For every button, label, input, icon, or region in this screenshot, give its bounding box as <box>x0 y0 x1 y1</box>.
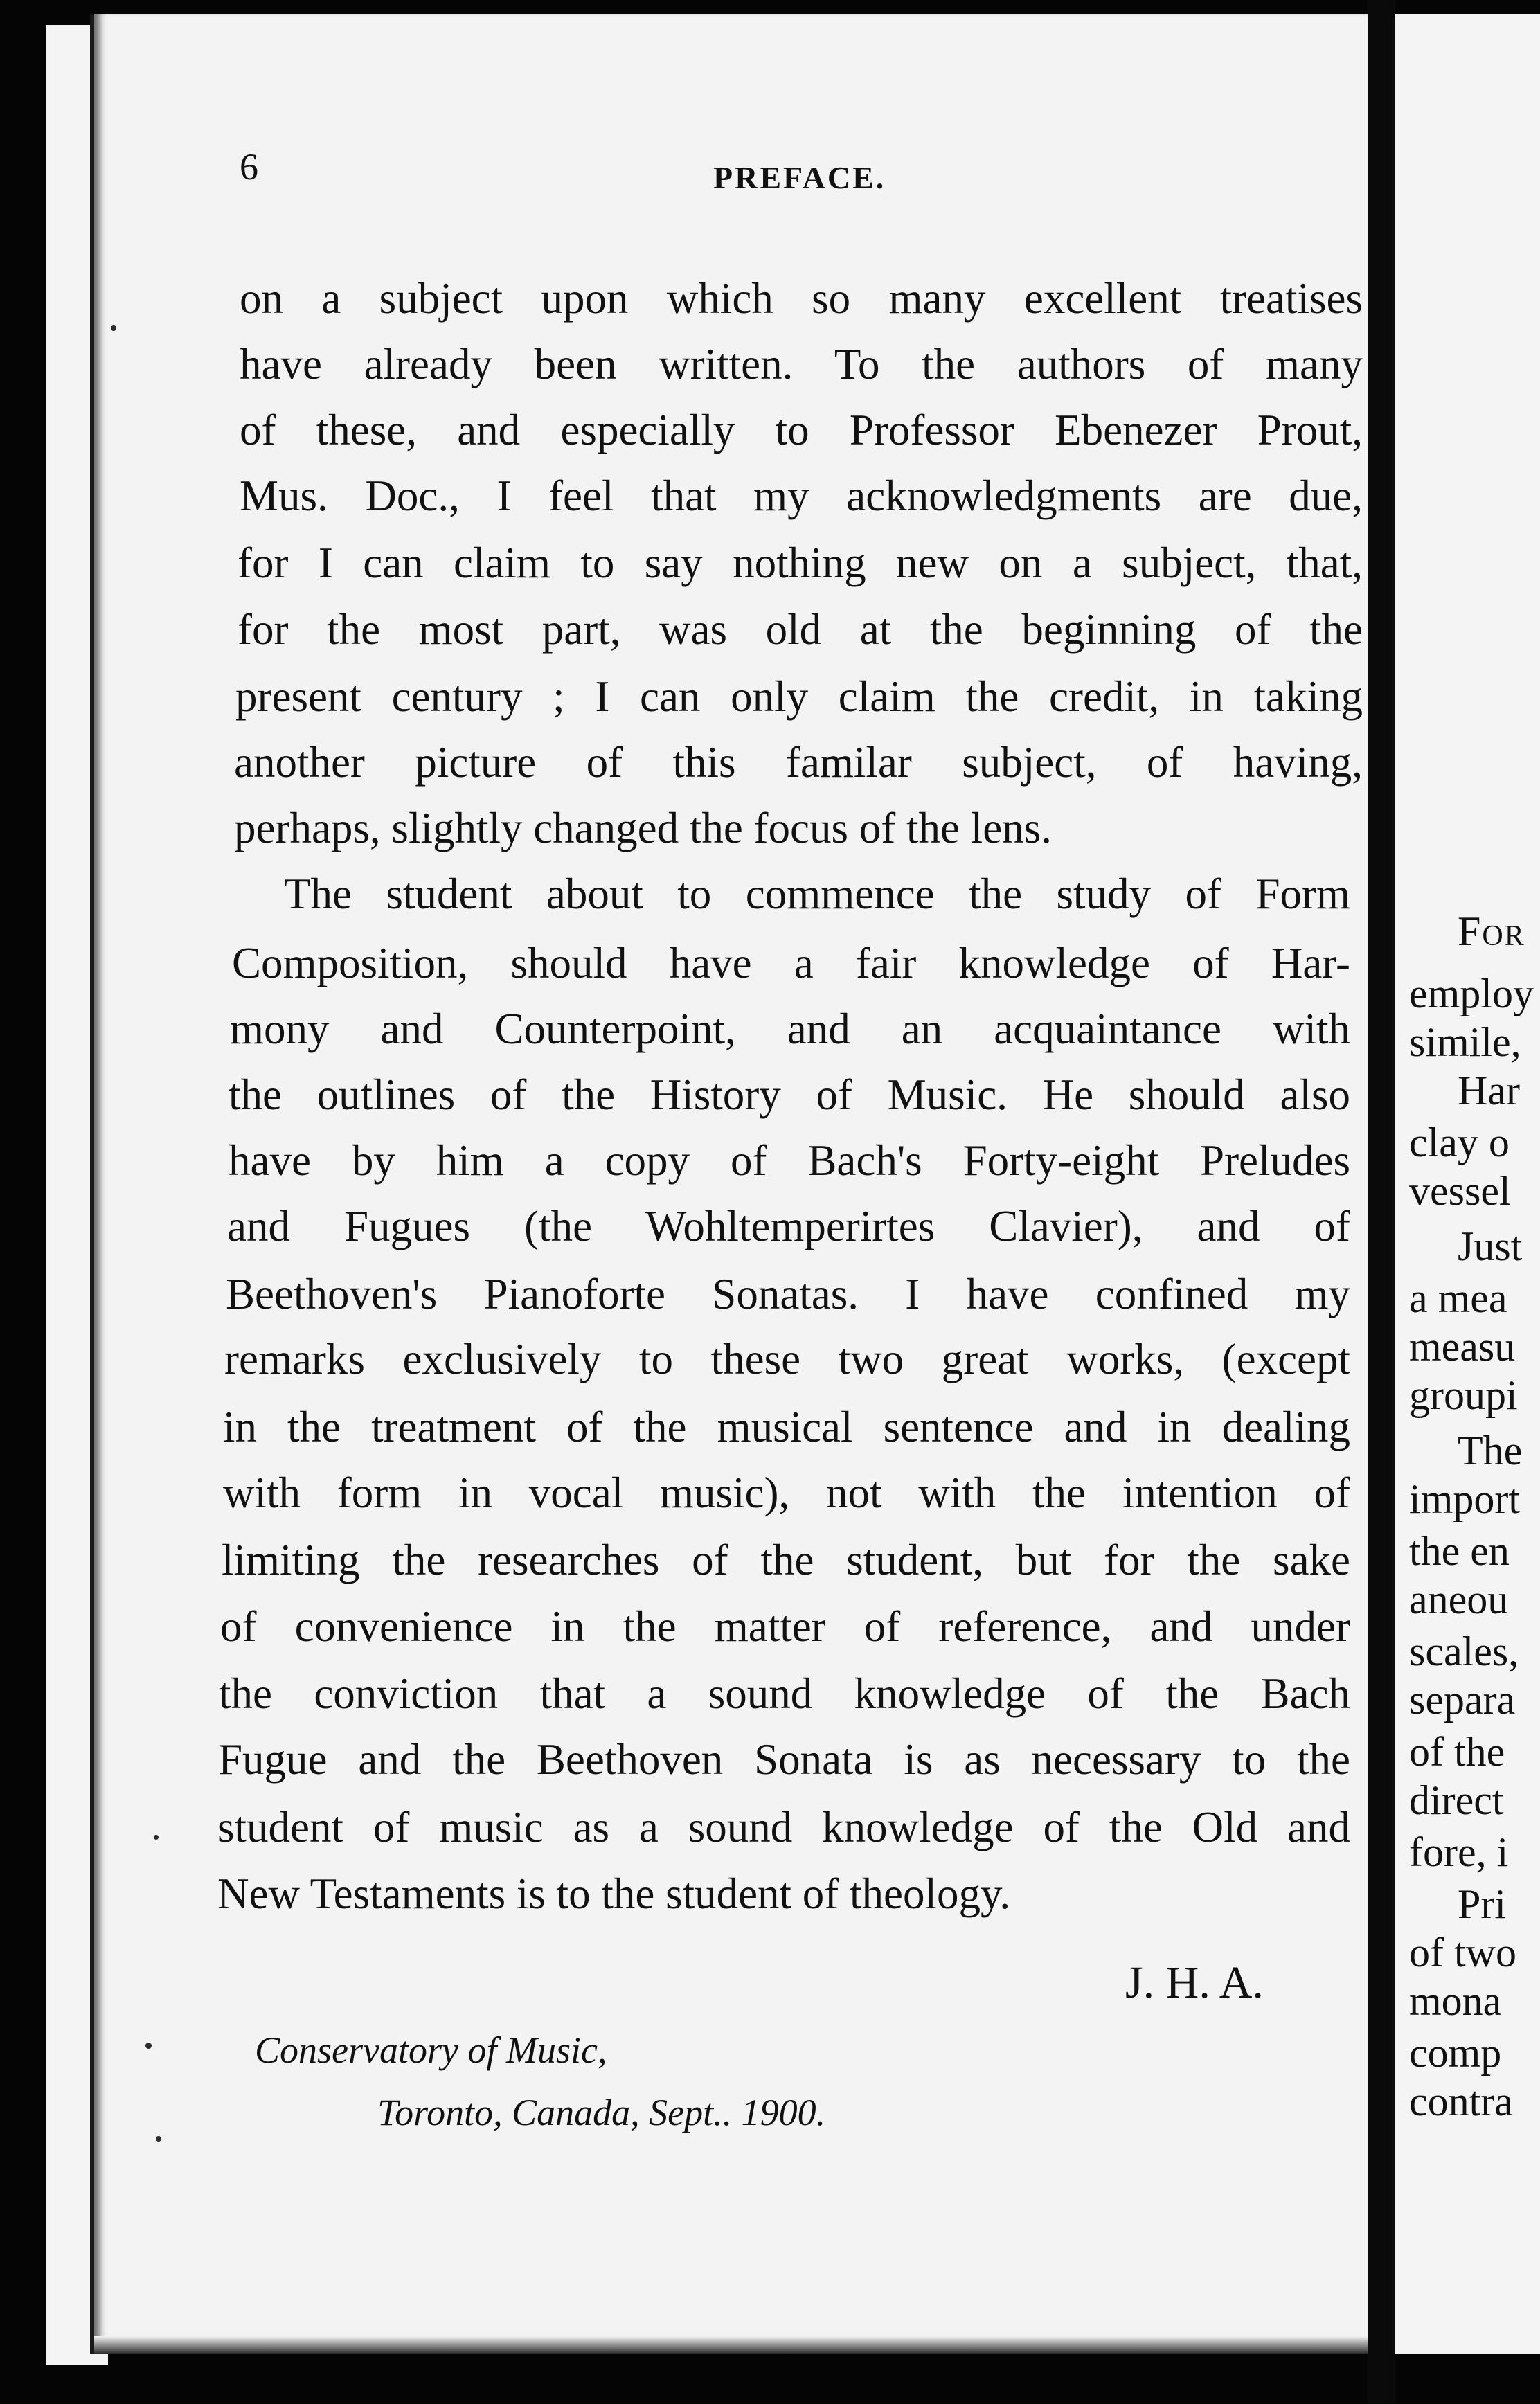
facing-page-line: measu <box>1409 1324 1516 1370</box>
facing-page-line: separa <box>1409 1677 1516 1723</box>
text-line: mony and Counterpoint, and an acquaintance with <box>230 1005 1350 1053</box>
book-gutter <box>1368 0 1395 2404</box>
text-line: student of music as a sound knowledge of the Old and <box>217 1803 1350 1851</box>
facing-page-line: a mea <box>1409 1275 1507 1321</box>
dateline-date: Toronto, Canada, Sept.. 1900. <box>377 2092 826 2133</box>
facing-page-line: employ <box>1409 971 1534 1016</box>
running-title: PREFACE. <box>713 160 886 195</box>
paper-speck <box>111 325 116 331</box>
facing-page-line: aneou <box>1409 1577 1509 1622</box>
text-line: Fugue and the Beethoven Sonata is as necessary to the <box>218 1735 1350 1784</box>
facing-page-line: the en <box>1409 1528 1510 1574</box>
text-line: for the most part, was old at the beginning of the <box>238 605 1363 654</box>
text-line: Beethoven's Pianoforte Sonatas. I have confined my <box>226 1270 1350 1318</box>
signature: J. H. A. <box>1125 1957 1264 2008</box>
text-line: the conviction that a sound knowledge of the Bach <box>219 1669 1350 1718</box>
dateline-place: Conservatory of Music, <box>255 2029 607 2071</box>
facing-page-line: Har <box>1458 1068 1520 1113</box>
text-line: for I can claim to say nothing new on a subject, that, <box>238 539 1363 587</box>
facing-page-line: simile, <box>1409 1019 1521 1065</box>
facing-page-line: Pri <box>1458 1881 1507 1927</box>
page-number: 6 <box>240 146 258 188</box>
text-line: Mus. Doc., I feel that my acknowledgments are due, <box>240 472 1363 520</box>
facing-page-line: scales, <box>1409 1629 1519 1674</box>
text-line: with form in vocal music), not with the intention of <box>223 1469 1350 1517</box>
text-line: remarks exclusively to these two great works, (except <box>224 1335 1350 1383</box>
text-line: another picture of this familar subject, of having, <box>234 738 1363 787</box>
facing-page <box>1395 14 1540 2354</box>
text-line: The student about to commence the study of Form <box>284 870 1350 918</box>
facing-page-line: clay o <box>1409 1120 1510 1165</box>
text-line: in the treatment of the musical sentence and in dealing <box>223 1403 1350 1451</box>
facing-page-line: of two <box>1409 1930 1516 1975</box>
text-line: and Fugues (the Wohltemperirtes Clavier), and of <box>227 1202 1350 1250</box>
facing-page-line: comp <box>1409 2030 1502 2076</box>
facing-page-line: of the <box>1409 1729 1505 1775</box>
paper-speck <box>154 1835 159 1840</box>
text-line: on a subject upon which so many excellent treatises <box>240 274 1363 323</box>
text-line: perhaps, slightly changed the focus of the lens. <box>234 804 1052 852</box>
facing-page-line: For <box>1458 908 1525 954</box>
facing-page-line: fore, i <box>1409 1829 1509 1875</box>
text-line: the outlines of the History of Music. He should also <box>229 1070 1350 1119</box>
text-line: Composition, should have a fair knowledge of Har- <box>232 939 1350 987</box>
facing-page-line: Just <box>1458 1223 1523 1269</box>
text-line: limiting the researches of the student, but for the sake <box>222 1536 1350 1584</box>
facing-page-line: The <box>1458 1428 1523 1473</box>
text-line: have by him a copy of Bach's Forty-eight Preludes <box>229 1136 1350 1185</box>
text-line: of these, and especially to Professor Ebenezer Prout, <box>240 406 1363 454</box>
facing-page-line: mona <box>1409 1978 1502 2024</box>
paper-speck <box>156 2136 161 2142</box>
paper-speck <box>145 2043 152 2049</box>
text-line: have already been written. To the authors of many <box>240 340 1363 388</box>
facing-page-line: import <box>1409 1476 1520 1522</box>
facing-page-line: contra <box>1409 2079 1513 2124</box>
facing-page-line: vessel <box>1409 1168 1511 1214</box>
text-line: present century ; I can only claim the credit, in taking <box>235 672 1363 721</box>
text-line: New Testaments is to the student of theology. <box>217 1869 1011 1918</box>
facing-page-line: groupi <box>1409 1372 1518 1418</box>
facing-page-line: direct <box>1409 1777 1504 1823</box>
text-line: of convenience in the matter of reference, and under <box>220 1602 1350 1651</box>
